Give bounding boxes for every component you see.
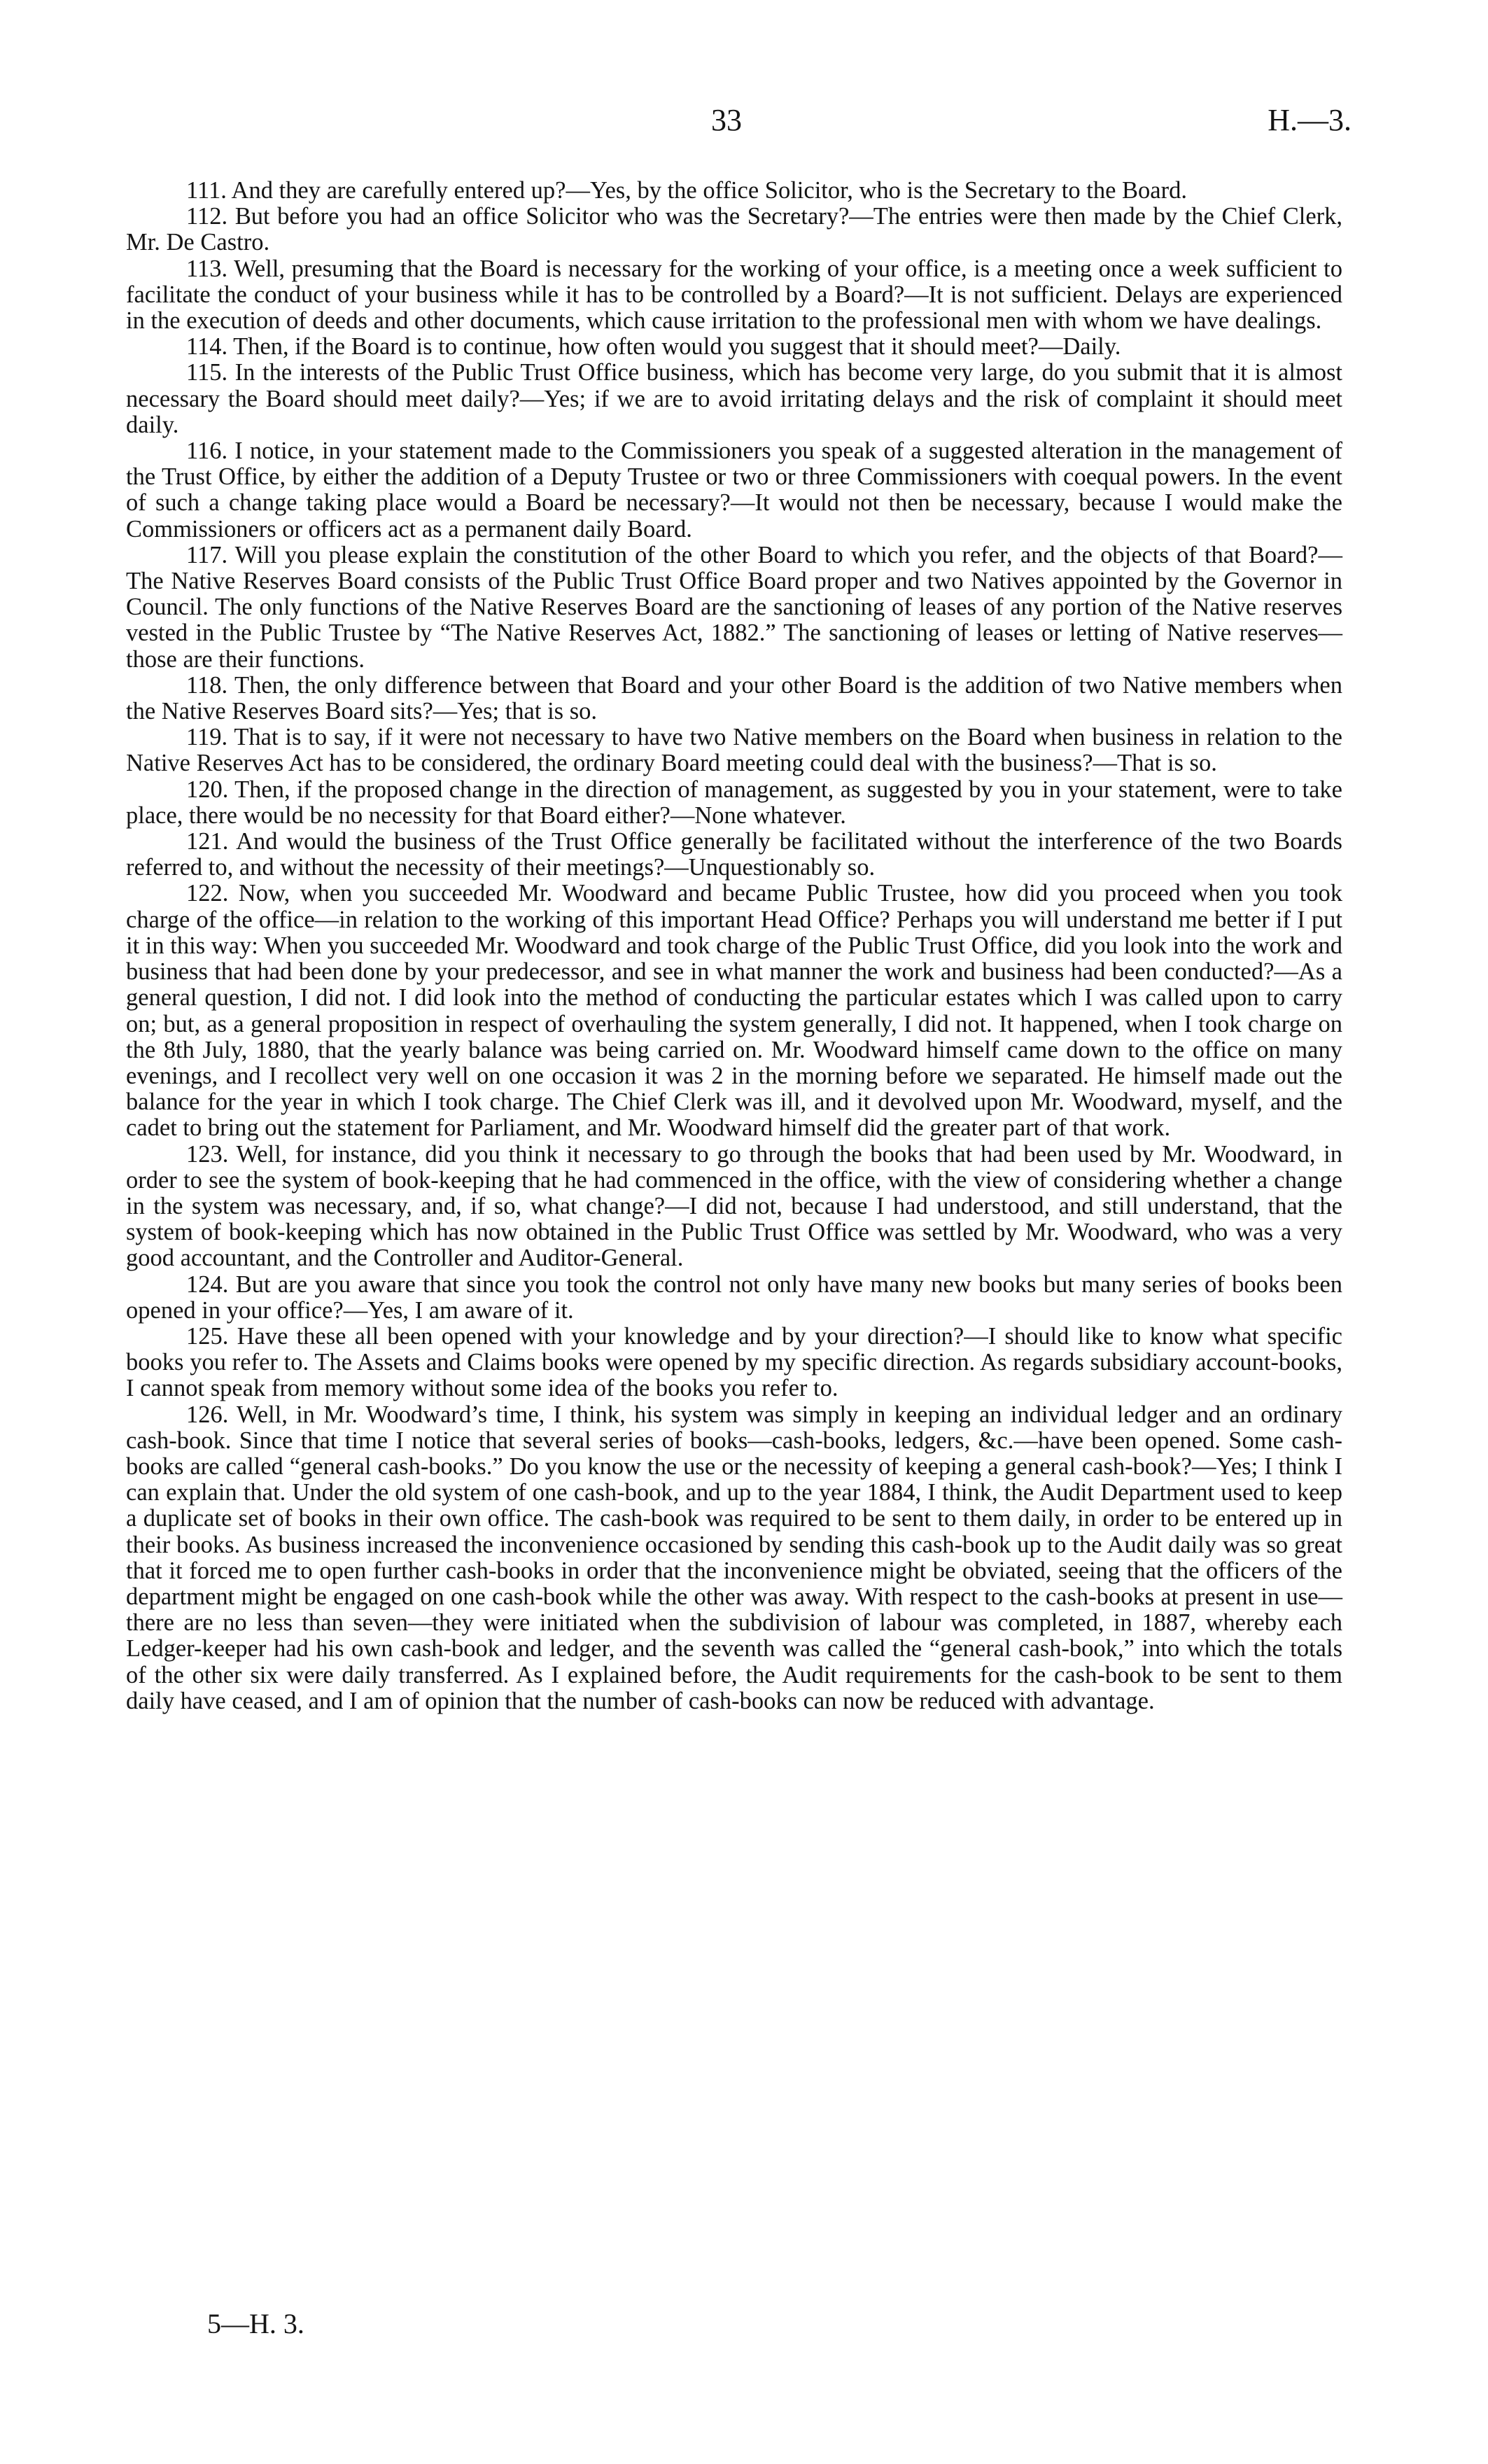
body-text (126, 178, 1342, 1714)
paragraph-116: 116. I notice, in your statement made to the Commissioners you speak of a suggested alteration in the management of the Trust Office, by either the addition of a Deputy Trustee or two or three Commissioners with coequal powers. In the event of such a change taking place would a Board be necessary?—It would not then be necessary, because I would make the Commissioners or officers act as a permanent daily Board. (126, 438, 1342, 542)
paragraph-114: 114. Then, if the Board is to continue, how often would you suggest that it should meet?—Daily. (186, 333, 1121, 360)
page-number: 33 (711, 103, 742, 137)
signature-mark: 5—H. 3. (207, 2308, 304, 2339)
paragraph-117: 117. Will you please explain the constitution of the other Board to which you refer, and the objects of that Board?—The Native Reserves Board consists of the Public Trust Office Board proper and two Natives appointed by the Governor in Council. The only functions of the Native Reserves Board are the sanctioning of leases of any portion of the Native reserves vested in the Public Trustee by “The Native Reserves Act, 1882.” The sanctioning of leases or letting of Native reserves—those are their functions. (126, 541, 1342, 673)
paragraph-125: 125. Have these all been opened with your knowledge and by your direction?—I should like to know what specific books you refer to. The Assets and Claims books were opened by my specific direction. As regards subsidiary account-books, I cannot speak from memory without some idea of the books you refer to. (126, 1322, 1342, 1402)
paragraph-120: 120. Then, if the proposed change in the direction of management, as suggested by you in your statement, were to take place, there would be no necessity for that Board either?—None whatever. (126, 776, 1342, 829)
paragraph-112: 112. But before you had an office Solicitor who was the Secretary?—The entries were then made by the Chief Clerk, Mr. De Castro. (126, 203, 1342, 256)
paragraph-115: 115. In the interests of the Public Trust Office business, which has become very large, do you submit that it is almost necessary the Board should meet daily?—Yes; if we are to avoid irritating delays and the risk of complaint it should meet daily. (126, 359, 1342, 438)
paragraph-113: 113. Well, presuming that the Board is necessary for the working of your office, is a meeting once a week sufficient to facilitate the conduct of your business while it has to be controlled by a Board?—It is not sufficient. Delays are experienced in the execution of deeds and other documents, which cause irritation to the professional men with whom we have dealings. (126, 255, 1342, 335)
document-reference: H.—3. (1268, 103, 1352, 137)
paragraph-126: 126. Well, in Mr. Woodward’s time, I think, his system was simply in keeping an individual ledger and an ordinary cash-book. Since that time I notice that several series of books—cash-books, ledgers, &c.—have been opened. Some cash-books are called “general cash-books.” Do you know the use or the necessity of keeping a general cash-book?—Yes; I think I can explain that. Under the old system of one cash-book, and up to the year 1884, I think, the Audit Department used to keep a duplicate set of books in their own office. The cash-book was required to be sent to them daily, in order to be entered up in their books. As business increased the inconvenience occasioned by sending this cash-book up to the Audit daily was so great that it forced me to open further cash-books in order that the inconvenience might be obviated, seeing that the officers of the department might be engaged on one cash-book while the other was away. With respect to the cash-books at present in use—there are no less than seven—they were initiated when the subdivision of labour was completed, in 1887, whereby each Ledger-keeper had his own cash-book and ledger, and the seventh was called the “general cash-book,” into which the totals of the other six were daily transferred. As I explained before, the Audit requirements for the cash-book to be sent to them daily have ceased, and I am of opinion that the number of cash-books can now be reduced with advantage. (126, 1401, 1342, 1714)
paragraph-111: 111. And they are carefully entered up?—Yes, by the office Solicitor, who is the Secretary to the Board. (186, 177, 1187, 204)
paragraph-124: 124. But are you aware that since you took the control not only have many new books but many series of books been opened in your office?—Yes, I am aware of it. (126, 1270, 1342, 1324)
paragraph-119: 119. That is to say, if it were not necessary to have two Native members on the Board when business in relation to the Native Reserves Act has to be considered, the ordinary Board meeting could deal with the business?—That is so. (126, 724, 1342, 777)
paragraph-118: 118. Then, the only difference between that Board and your other Board is the addition of two Native members when the Native Reserves Board sits?—Yes; that is so. (126, 671, 1342, 725)
paragraph-123: 123. Well, for instance, did you think it necessary to go through the books that had been used by Mr. Woodward, in order to see the system of book-keeping that he had commenced in the office, with the view of considering whether a change in the system was necessary, and, if so, what change?—I did not, because I had understood, and still understand, that the system of book-keeping which has now obtained in the Public Trust Office was settled by Mr. Woodward, who was a very good accountant, and the Controller and Auditor-General. (126, 1140, 1342, 1272)
paragraph-122: 122. Now, when you succeeded Mr. Woodward and became Public Trustee, how did you proceed when you took charge of the office—in relation to the working of this important Head Office? Perhaps you will understand me better if I put it in this way: When you succeeded Mr. Woodward and took charge of the Public Trust Office, did you look into the work and business that had been done by your predecessor, and see in what manner the work and business had been conducted?—As a general question, I did not. I did look into the method of conducting the particular estates which I was called upon to carry on; but, as a general proposition in respect of overhauling the system generally, I did not. It happened, when I took charge on the 8th July, 1880, that the yearly balance was being carried on. Mr. Woodward himself came down to the office on many evenings, and I recollect very well on one occasion it was 2 in the morning before we separated. He himself made out the balance for the year in which I took charge. The Chief Clerk was ill, and it devolved upon Mr. Woodward, myself, and the cadet to bring out the statement for Parliament, and Mr. Woodward himself did the greater part of that work. (126, 880, 1342, 1142)
paragraph-121: 121. And would the business of the Trust Office generally be facilitated without the interference of the two Boards referred to, and without the necessity of their meetings?—Unquestionably so. (126, 828, 1342, 881)
